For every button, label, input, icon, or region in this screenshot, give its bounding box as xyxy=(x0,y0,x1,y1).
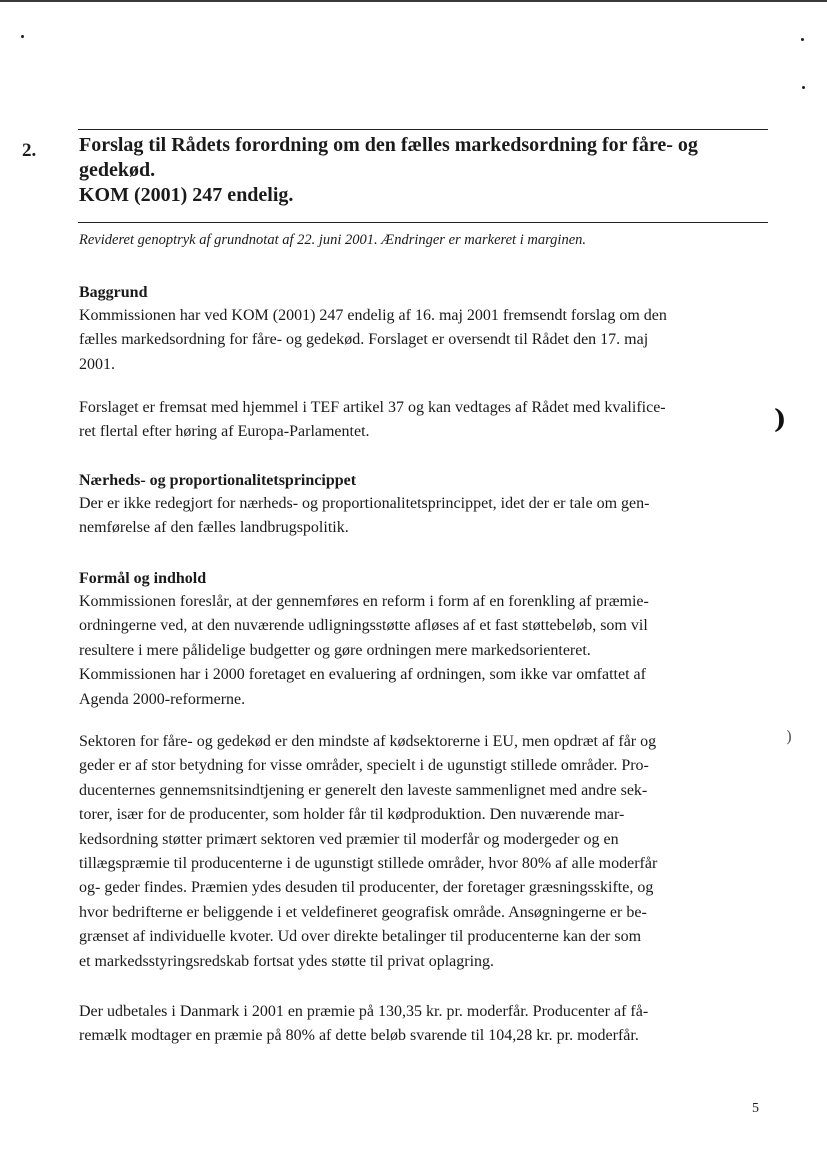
paragraph-line: ordningerne ved, at den nuværende udligningsstøtte afløses af et fast støttebeløb, som vil xyxy=(79,617,648,635)
scan-top-rule xyxy=(0,0,827,2)
scan-speck xyxy=(21,35,24,38)
paragraph-line: og- geder findes. Præmien ydes desuden til producenter, der foretager græsningsskifte, og xyxy=(79,879,654,897)
paragraph-line: et markedsstyringsredskab fortsat ydes støtte til privat oplagring. xyxy=(79,952,495,970)
paragraph-line: 2001. xyxy=(79,355,115,373)
section-baggrund xyxy=(79,282,769,377)
paragraph-line: resultere i mere pålidelige budgetter og gøre ordningen mere markedsorienteret. xyxy=(79,641,591,659)
paragraph-line: remælk modtager en præmie på 80% af dette beløb svarende til 104,28 kr. pr. moderfår. xyxy=(79,1027,639,1045)
section-formaal xyxy=(79,568,769,712)
title-line: Forslag til Rådets forordning om den fælles markedsordning for fåre- og xyxy=(79,134,698,156)
scan-speck xyxy=(801,38,804,41)
paragraph-line: hvor bedrifterne er beliggende i et veldefineret geografisk område. Ansøgningerne er be- xyxy=(79,903,647,921)
paragraph-line: tillægspræmie til producenterne i de ugunstigt stillede områder, hvor 80% af alle moderfår xyxy=(79,855,658,873)
paragraph-line: geder er af stor betydning for visse områder, specielt i de ugunstigt stillede områder. Pro- xyxy=(79,757,649,775)
paragraph-line: ducenternes gennemsnitsindtjening er generelt den laveste sammenlignet med andre sek- xyxy=(79,781,648,799)
revised-note: Revideret genoptryk af grundnotat af 22. juni 2001. Ændringer er markeret i marginen. xyxy=(79,232,587,248)
title-line: gedekød. xyxy=(79,159,156,181)
paragraph-line: ret flertal efter høring af Europa-Parlamentet. xyxy=(79,423,370,441)
section-naerhed xyxy=(79,470,769,541)
paragraph-line: nemførelse af den fælles landbrugspolitik. xyxy=(79,519,349,537)
section-heading: Formål og indhold xyxy=(79,570,207,587)
section-heading: Nærheds- og proportionalitetsprincippet xyxy=(79,472,357,489)
paragraph-line: kedsordning støtter primært sektoren ved præmier til moderfår og modergeder og en xyxy=(79,830,619,848)
margin-change-mark: ) xyxy=(786,727,793,746)
title-bottom-rule xyxy=(78,222,768,223)
paragraph-praemie xyxy=(79,1000,769,1049)
margin-change-mark: ) xyxy=(774,405,787,435)
paragraph-line: torer, især for de producenter, som holder får til kødproduktion. Den nuværende mar- xyxy=(79,806,625,824)
paragraph-line: Sektoren for fåre- og gedekød er den mindste af kødsektorerne i EU, men opdræt af får og xyxy=(79,733,657,750)
paragraph-line: Agenda 2000-reformerne. xyxy=(79,690,246,708)
section-heading: Baggrund xyxy=(79,284,148,301)
title-line: KOM (2001) 247 endelig. xyxy=(79,184,294,206)
paragraph-line: fælles markedsordning for fåre- og gedekød. Forslaget er oversendt til Rådet den 17. maj xyxy=(79,331,649,349)
page-number: 5 xyxy=(752,1101,759,1116)
paragraph-line: Forslaget er fremsat med hjemmel i TEF artikel 37 og kan vedtages af Rådet med kvalifice- xyxy=(79,399,666,416)
paragraph-sektoren xyxy=(79,730,769,974)
document-title xyxy=(79,133,769,208)
paragraph-line: Kommissionen har ved KOM (2001) 247 endelig af 16. maj 2001 fremsendt forslag om den xyxy=(79,307,667,324)
paragraph-line: Der udbetales i Danmark i 2001 en præmie på 130,35 kr. pr. moderfår. Producenter af få- xyxy=(79,1003,649,1020)
title-top-rule xyxy=(78,129,768,130)
paragraph-line: Der er ikke redegjort for nærheds- og proportionalitetsprincippet, idet der er tale om gen- xyxy=(79,495,650,512)
paragraph-line: grænset af individuelle kvoter. Ud over direkte betalinger til producenterne kan der som xyxy=(79,928,642,946)
paragraph-line: Kommissionen har i 2000 foretaget en evaluering af ordningen, som ikke var omfattet af xyxy=(79,666,646,684)
section-number: 2. xyxy=(22,140,37,161)
paragraph-line: Kommissionen foreslår, at der gennemføres en reform i form af en forenkling af præmie- xyxy=(79,593,649,610)
scan-speck xyxy=(802,86,805,89)
paragraph-hjemmel xyxy=(79,396,769,445)
